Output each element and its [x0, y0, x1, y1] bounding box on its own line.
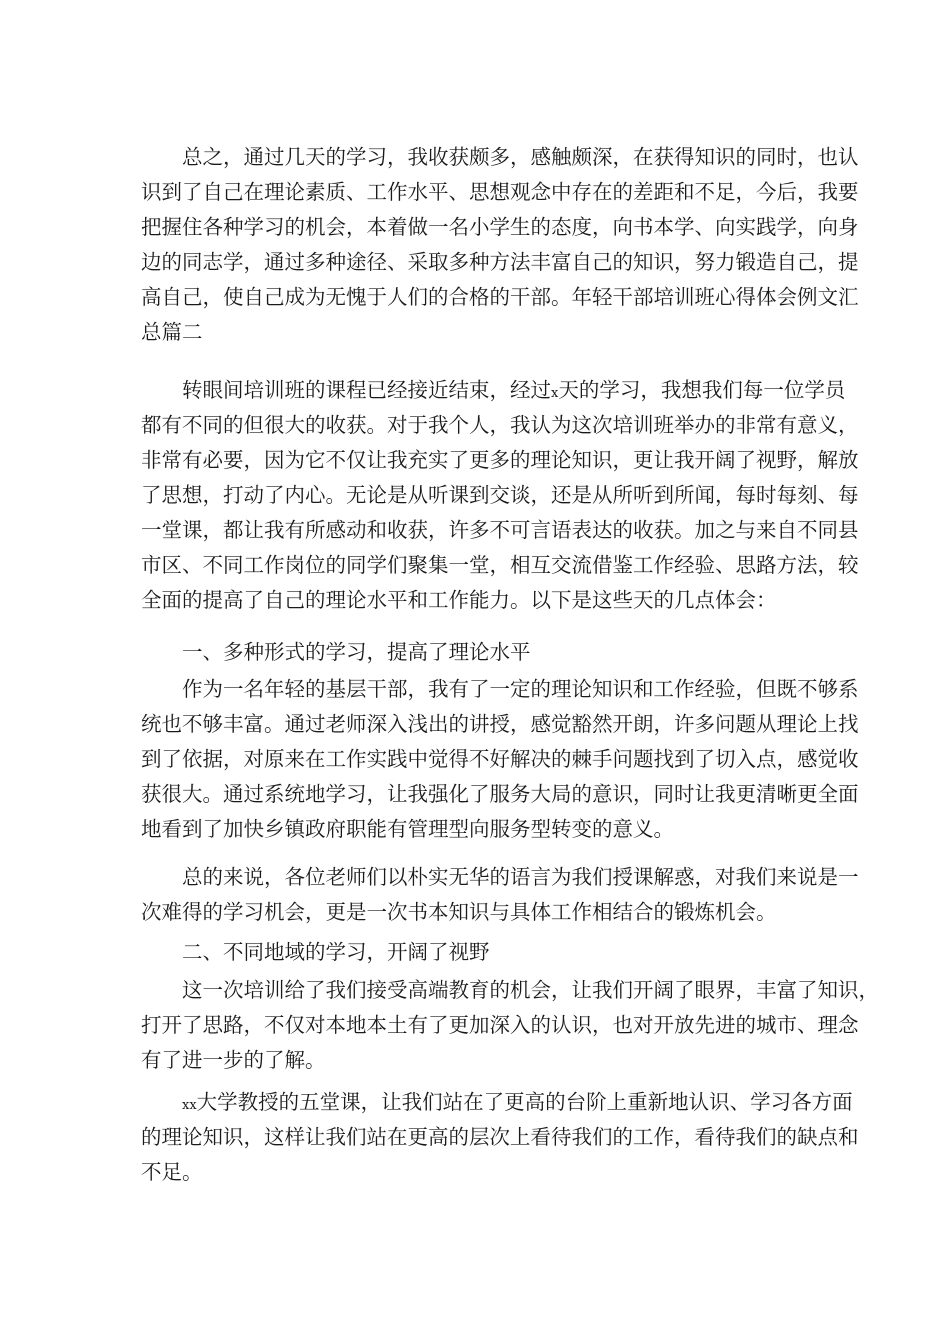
text-line: 作为一名年轻的基层干部，我有了一定的理论知识和工作经验，但既不够系 — [182, 677, 859, 701]
text-line: 总篇二 — [141, 320, 203, 344]
text-line — [141, 373, 846, 408]
paragraph-horizons — [141, 973, 879, 1078]
text-line: 把握住各种学习的机会，本着做一名小学生的态度，向书本学、向实践学，向身 — [141, 215, 859, 239]
paragraph-theory — [141, 672, 859, 847]
text-line: 地看到了加快乡镇政府职能有管理型向服务型转变的意义。 — [141, 817, 674, 841]
text-line: 次难得的学习机会，更是一次书本知识与具体工作相结合的锻炼机会。 — [141, 900, 777, 924]
text-line: 这一次培训给了我们接受高端教育的机会，让我们开阔了眼界，丰富了知识， — [182, 978, 879, 1002]
placeholder-x: x — [551, 386, 559, 401]
section-heading-2 — [141, 935, 821, 970]
text-line: 总的来说，各位老师们以朴实无华的语言为我们授课解惑，对我们来说是一 — [182, 865, 859, 889]
paragraph-conclusion — [141, 140, 859, 350]
text-line: 的理论知识，这样让我们站在更高的层次上看待我们的工作，看待我们的缺点和 — [141, 1125, 859, 1149]
text-line: 打开了思路，不仅对本地本土有了更加深入的认识，也对开放先进的城市、理念 — [141, 1013, 859, 1037]
text-line: 都有不同的但很大的收获。对于我个人，我认为这次培训班举办的非常有意义， — [141, 413, 859, 437]
text-line: 边的同志学，通过多种途径、采取多种方法丰富自己的知识，努力锻造自己，提 — [141, 250, 859, 274]
placeholder-xx: xx — [182, 1098, 197, 1113]
text-line: 总之，通过几天的学习，我收获颇多，感触颇深，在获得知识的同时，也认 — [182, 145, 859, 169]
heading-text: 二、不同地域的学习，开阔了视野 — [182, 940, 490, 964]
text-fragment: 大学教授的五堂课，让我们站在了更高的台阶上重新地认识、学习各方面 — [196, 1090, 853, 1114]
text-line: 识到了自己在理论素质、工作水平、思想观念中存在的差距和不足，今后，我要 — [141, 180, 859, 204]
text-line: 到了依据，对原来在工作实践中觉得不好解决的棘手问题找到了切入点，感觉收 — [141, 747, 859, 771]
text-fragment: 天的学习，我想我们每一位学员 — [558, 378, 846, 402]
text-line: 市区、不同工作岗位的同学们聚集一堂，相互交流借鉴工作经验、思路方法，较 — [141, 553, 859, 577]
text-line: 全面的提高了自己的理论水平和工作能力。以下是这些天的几点体会： — [141, 588, 777, 612]
text-line: 不足。 — [141, 1160, 203, 1184]
text-line: 统也不够丰富。通过老师深入浅出的讲授，感觉豁然开朗，许多问题从理论上找 — [141, 712, 859, 736]
text-line: 获很大。通过系统地学习，让我强化了服务大局的意识，同时让我更清晰更全面 — [141, 782, 859, 806]
paragraph-professor — [141, 1085, 859, 1190]
text-line: 一堂课，都让我有所感动和收获，许多不可言语表达的收获。加之与来自不同县 — [141, 518, 859, 542]
text-line: 有了进一步的了解。 — [141, 1048, 326, 1072]
text-line: 了思想，打动了内心。无论是从听课到交谈，还是从所听到所闻，每时每刻、每 — [141, 483, 859, 507]
paragraph-intro-part-two — [141, 373, 859, 618]
text-line: 非常有必要，因为它不仅让我充实了更多的理论知识，更让我开阔了视野，解放 — [141, 448, 859, 472]
text-fragment: 转眼间培训班的课程已经接近结束，经过 — [182, 378, 551, 402]
section-heading-1 — [141, 635, 821, 670]
text-line: 高自己，使自己成为无愧于人们的合格的干部。年轻干部培训班心得体会例文汇 — [141, 285, 859, 309]
paragraph-summary — [141, 860, 859, 930]
heading-text: 一、多种形式的学习，提高了理论水平 — [182, 640, 531, 664]
text-line — [141, 1085, 853, 1120]
